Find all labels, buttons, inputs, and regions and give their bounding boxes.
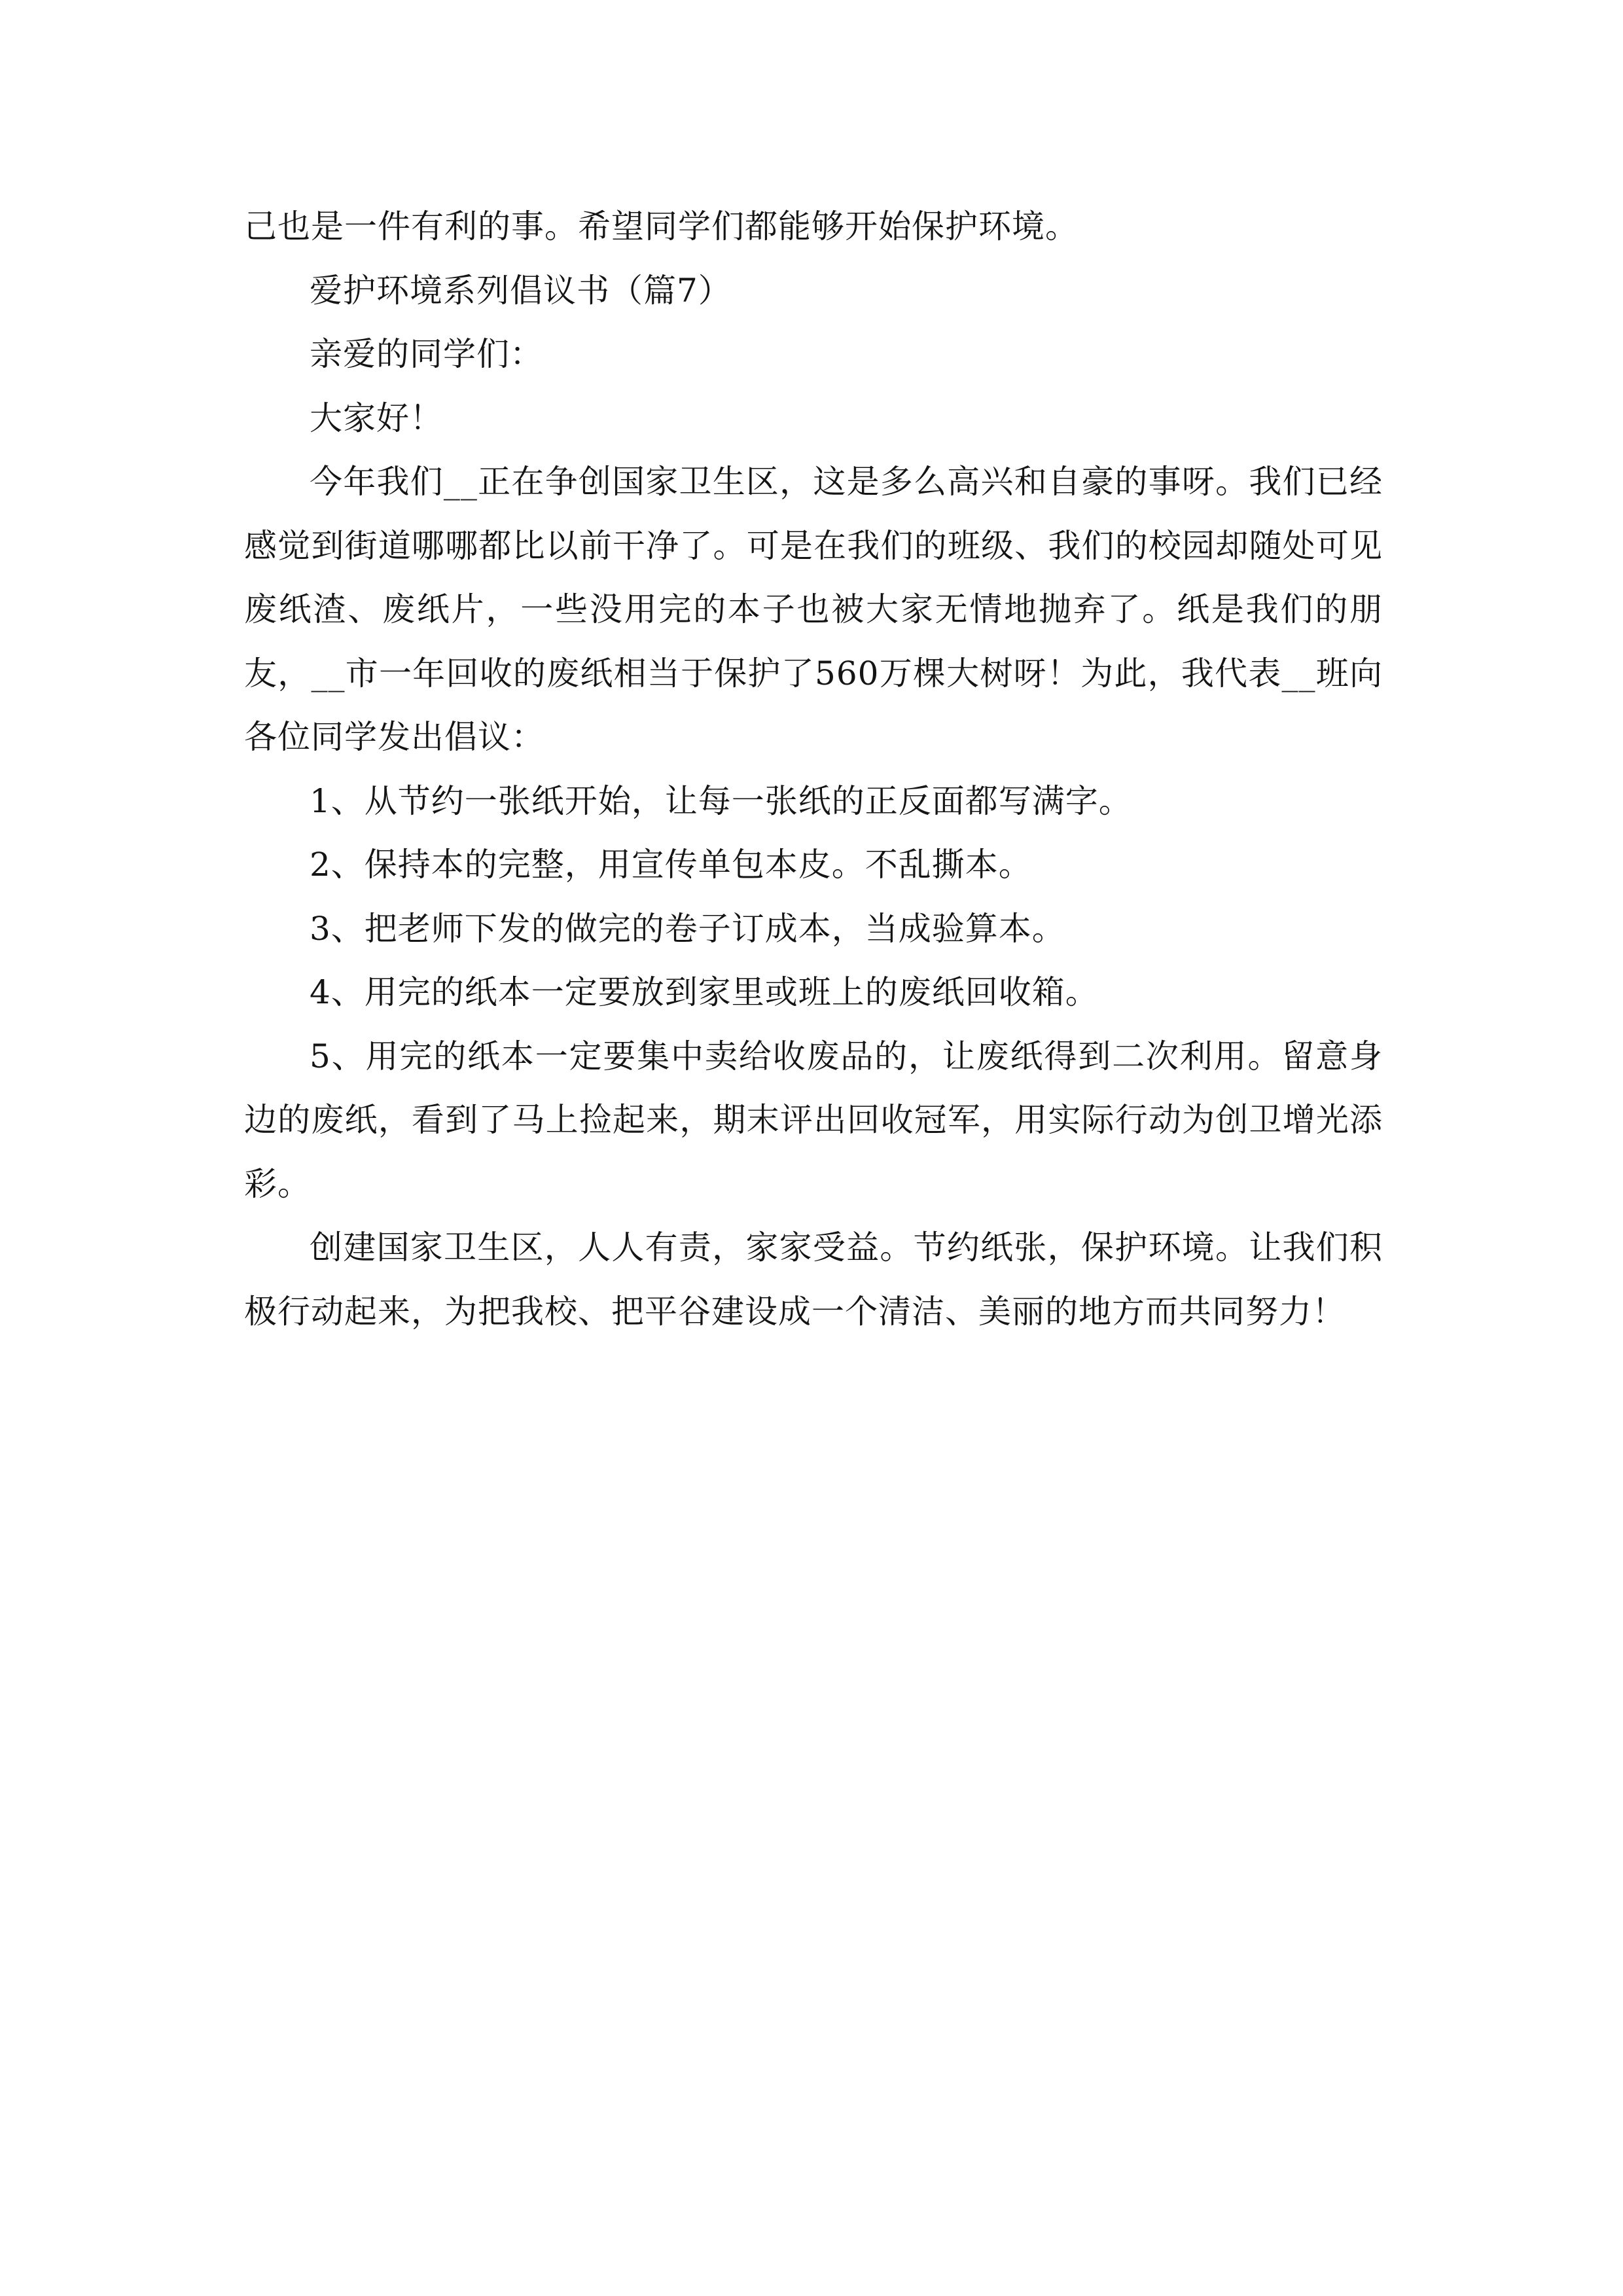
list-item-5: 5、用完的纸本一定要集中卖给收废品的，让废纸得到二次利用。留意身边的废纸，看到了马上捡起来，期末评出回收冠军，用实际行动为创卫增光添彩。 (244, 1037, 1383, 1203)
greeting: 大家好！ (310, 399, 443, 437)
list-item-3: 3、把老师下发的做完的卷子订成本，当成验算本。 (310, 909, 1065, 948)
paragraph-continuation: 己也是一件有利的事。希望同学们都能够开始保护环境。 (244, 207, 1079, 245)
salutation: 亲爱的同学们： (310, 335, 543, 373)
list-item-4: 4、用完的纸本一定要放到家里或班上的废纸回收箱。 (310, 973, 1099, 1011)
document-body (244, 195, 1383, 1344)
paragraph-closing: 创建国家卫生区，人人有责，家家受益。节约纸张，保护环境。让我们积极行动起来，为把我校、把平谷建设成一个清洁、美丽的地方而共同努力！ (244, 1229, 1383, 1331)
paragraph-intro: 今年我们__正在争创国家卫生区，这是多么高兴和自豪的事呀。我们已经感觉到街道哪哪都比以前干净了。可是在我们的班级、我们的校园却随处可见废纸渣、废纸片，一些没用完的本子也被大家无情地抛弃了。纸是我们的朋友，__市一年回收的废纸相当于保护了560万棵大树呀！为此，我代表__班向各位同学发出倡议： (244, 463, 1383, 756)
section-heading: 爱护环境系列倡议书（篇7） (310, 271, 732, 310)
list-item-1: 1、从节约一张纸开始，让每一张纸的正反面都写满字。 (310, 781, 1132, 820)
list-item-2: 2、保持本的完整，用宣传单包本皮。不乱撕本。 (310, 846, 1032, 884)
